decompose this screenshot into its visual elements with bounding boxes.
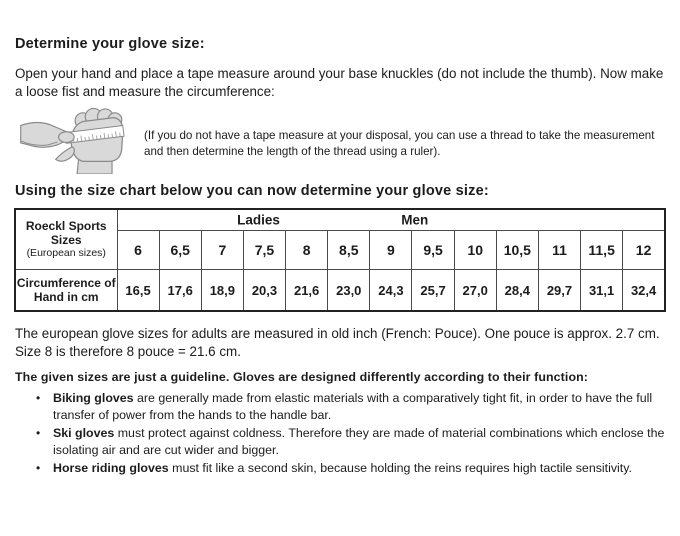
circumference-cell: 16,5 <box>117 270 159 312</box>
circumference-cell: 23,0 <box>328 270 370 312</box>
circumference-cell: 17,6 <box>159 270 201 312</box>
bullet-rest: are generally made from elastic materials with a comparatively tight fit, in order to have the full transfer of power from the hands to the handle bar. <box>53 391 653 423</box>
glove-size-document <box>0 36 680 477</box>
circumference-cell: 20,3 <box>243 270 285 312</box>
men-group-label: Men <box>401 212 429 228</box>
measure-instructions: Open your hand and place a tape measure around your base knuckles (do not include the thumb). Now make a loose fist and measure the circumference: <box>15 66 664 99</box>
circumference-cell: 29,7 <box>538 270 580 312</box>
size-cell: 10,5 <box>496 231 538 270</box>
glove-size-table <box>14 208 666 312</box>
size-cell: 7,5 <box>243 231 285 270</box>
function-list <box>14 390 666 477</box>
bullet-marker: • <box>36 461 41 476</box>
size-cell: 12 <box>623 231 665 270</box>
guideline-intro: The given sizes are just a guideline. Gloves are designed differently according to their function: <box>15 370 589 385</box>
figure-row <box>20 106 666 174</box>
gender-group-row <box>15 209 665 231</box>
size-cell: 8 <box>286 231 328 270</box>
size-cell: 11 <box>538 231 580 270</box>
row-header-circumference <box>15 270 117 312</box>
circ-label-line1: Circumference of <box>16 276 116 291</box>
size-cell: 8,5 <box>328 231 370 270</box>
gender-group-cell <box>117 209 665 231</box>
bullet-marker: • <box>36 391 41 406</box>
circumference-cell: 32,4 <box>623 270 665 312</box>
circumference-cell: 31,1 <box>581 270 623 312</box>
row-header-line2: Sizes <box>50 233 82 248</box>
bullet-lead: Horse riding gloves <box>53 461 169 476</box>
ladies-group-label: Ladies <box>237 212 280 228</box>
bullet-text <box>53 390 666 424</box>
size-cell: 11,5 <box>581 231 623 270</box>
bullet-item <box>14 460 666 477</box>
row-header-line3: (European sizes) <box>26 247 106 260</box>
size-cell: 9 <box>370 231 412 270</box>
circumference-row <box>15 270 665 312</box>
circumference-cell: 21,6 <box>286 270 328 312</box>
size-cell: 9,5 <box>412 231 454 270</box>
bullet-lead: Ski gloves <box>53 426 115 441</box>
bullet-rest: must fit like a second skin, because holding the reins requires high tactile sensitivity. <box>168 461 632 476</box>
circ-label-line2: Hand in cm <box>33 290 99 305</box>
circumference-cell: 24,3 <box>370 270 412 312</box>
bullet-item <box>14 390 666 424</box>
circumference-cell: 25,7 <box>412 270 454 312</box>
size-cell: 7 <box>201 231 243 270</box>
circumference-cell: 27,0 <box>454 270 496 312</box>
hand-measure-illustration <box>20 106 138 174</box>
size-cell: 6,5 <box>159 231 201 270</box>
pouce-explanation: The european glove sizes for adults are measured in old inch (French: Pouce). One pouce is approx. 2.7 cm. Size 8 is therefore 8 pouce = 21.6 cm. <box>15 326 660 359</box>
bullet-marker: • <box>36 426 41 441</box>
bullet-item <box>14 425 666 459</box>
bullet-rest: must protect against coldness. Therefore they are made of material combinations which enclose the isolating air and are cut wider and bigger. <box>53 426 665 458</box>
thread-alternative-note: (If you do not have a tape measure at your disposal, you can use a thread to take the measurement and then determine the length of the thread using a ruler). <box>144 129 655 158</box>
row-header-line1: Roeckl Sports <box>25 219 107 234</box>
size-chart-heading: Using the size chart below you can now determine your glove size: <box>15 183 489 200</box>
circumference-cell: 28,4 <box>496 270 538 312</box>
bullet-text <box>53 460 632 477</box>
size-cell: 6 <box>117 231 159 270</box>
bullet-lead: Biking gloves <box>53 391 134 406</box>
page-title: Determine your glove size: <box>15 36 205 52</box>
bullet-text <box>53 425 666 459</box>
row-header-sizes <box>15 209 117 270</box>
size-cell: 10 <box>454 231 496 270</box>
circumference-cell: 18,9 <box>201 270 243 312</box>
